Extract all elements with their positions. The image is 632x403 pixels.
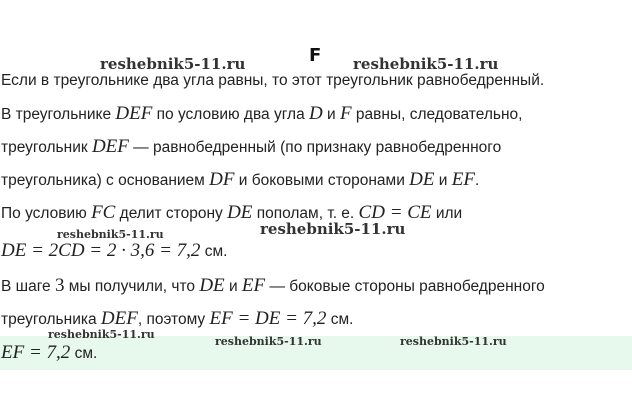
solution-line-7: В шаге 3 мы получили, что DE и EF — боковые стороны равнобедренного — [1, 275, 545, 296]
answer-line: EF = 7,2 см. — [1, 342, 98, 363]
solution-line-1: Если в треугольнике два угла равны, то этот треугольник равнобедренный. — [1, 72, 545, 89]
watermark: reshebnik5-11.ru — [48, 328, 155, 341]
solution-line-2: В треугольнике DEF по условию два угла D и F равны, следовательно, — [1, 103, 523, 124]
solution-line-5: По условию FC делит сторону DE пополам, т. е. CD = CE или — [1, 202, 463, 223]
solution-line-4: треугольника) с основанием DF и боковыми сторонами DE и EF. — [1, 169, 480, 190]
solution-line-6: DE = 2CD = 2 · 3,6 = 7,2 см. — [1, 240, 228, 261]
watermark: reshebnik5-11.ru — [260, 220, 406, 238]
watermark: reshebnik5-11.ru — [215, 335, 322, 348]
solution-line-3: треугольник DEF — равнобедренный (по признаку равнобедренного — [1, 136, 502, 157]
watermark: reshebnik5-11.ru — [400, 335, 507, 348]
solution-line-8: треугольника DEF, поэтому EF = DE = 7,2 см. — [1, 308, 354, 329]
watermark: reshebnik5-11.ru — [100, 55, 246, 73]
figure-label: F — [309, 45, 322, 66]
watermark: reshebnik5-11.ru — [57, 228, 164, 241]
watermark: reshebnik5-11.ru — [353, 55, 499, 73]
